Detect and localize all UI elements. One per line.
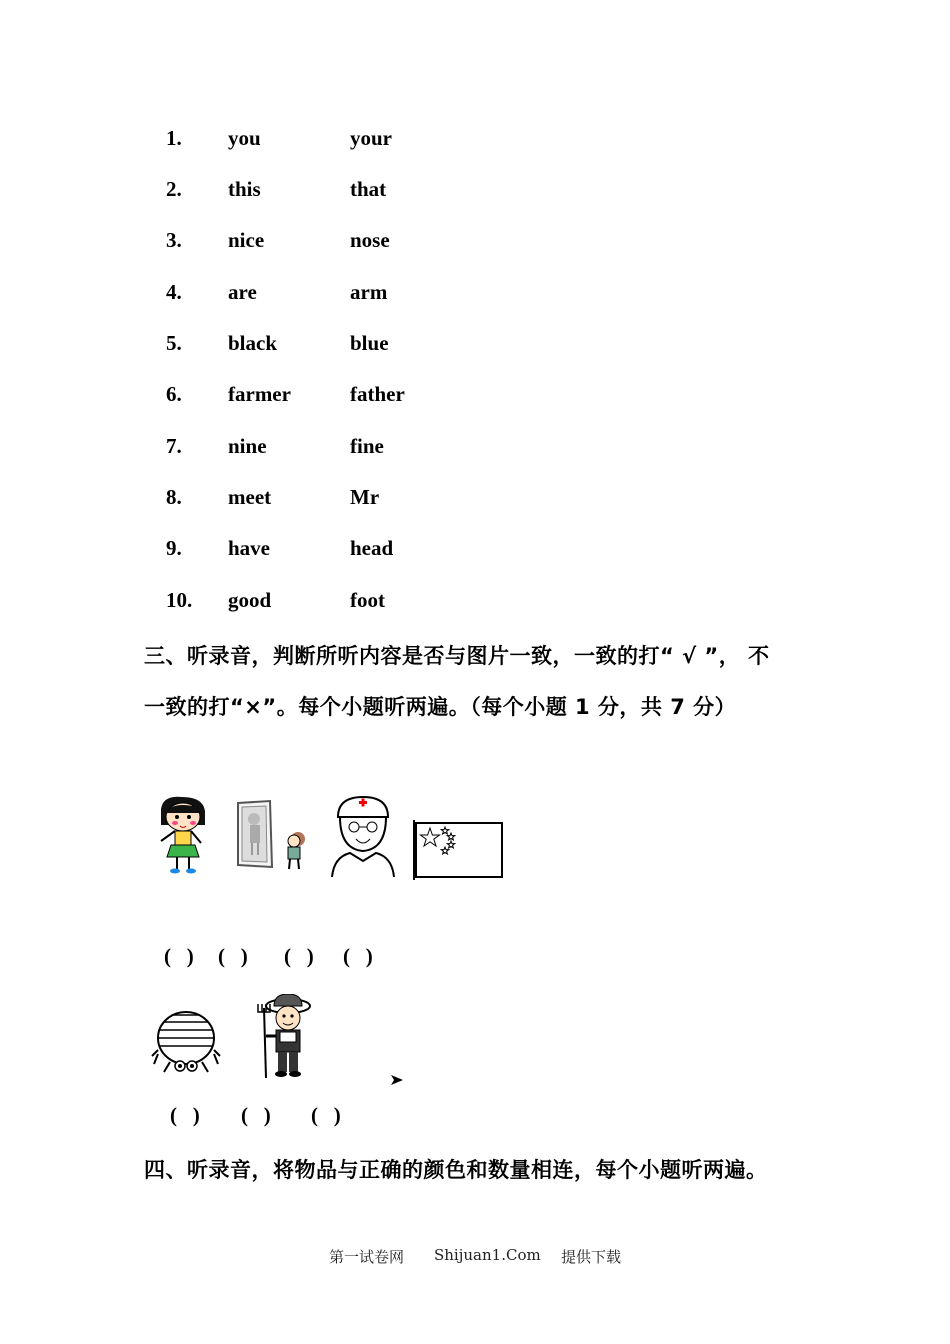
word-b: Mr bbox=[350, 485, 380, 509]
word-b: that bbox=[350, 177, 387, 201]
answer-blank: ( ) bbox=[164, 944, 194, 968]
item-number: 1. bbox=[166, 126, 182, 150]
section3-instruction-line1: 三、听录音，判断所听内容是否与图片一致，一致的打“ √ ”， 不 bbox=[144, 644, 770, 668]
item-number: 4. bbox=[166, 280, 182, 304]
girl-icon bbox=[153, 795, 211, 875]
item-number: 3. bbox=[166, 228, 182, 252]
item-number: 10. bbox=[166, 588, 193, 612]
mirror-icon bbox=[232, 799, 312, 871]
footer-site-name: 第一试卷网 bbox=[329, 1248, 405, 1266]
item-number: 6. bbox=[166, 382, 182, 406]
doctor-icon bbox=[330, 795, 396, 877]
item-number: 8. bbox=[166, 485, 182, 509]
word-b: fine bbox=[350, 434, 384, 458]
answer-blank: ( ) bbox=[311, 1103, 341, 1127]
item-number: 9. bbox=[166, 536, 182, 560]
farmer-icon bbox=[254, 994, 314, 1078]
word-b: head bbox=[350, 536, 394, 560]
arrow-icon bbox=[390, 1073, 404, 1087]
word-b: foot bbox=[350, 588, 385, 612]
answer-blank: ( ) bbox=[343, 944, 373, 968]
word-a: nine bbox=[228, 434, 267, 458]
section4-instruction: 四、听录音，将物品与正确的颜色和数量相连，每个小题听两遍。 bbox=[144, 1158, 768, 1182]
word-a: are bbox=[228, 280, 257, 304]
word-a: meet bbox=[228, 485, 272, 509]
word-a: have bbox=[228, 536, 270, 560]
insect-icon bbox=[150, 1006, 222, 1076]
china-flag-icon bbox=[410, 820, 504, 880]
item-number: 7. bbox=[166, 434, 182, 458]
word-b: your bbox=[350, 126, 392, 150]
word-a: you bbox=[228, 126, 261, 150]
word-a: good bbox=[228, 588, 272, 612]
word-a: nice bbox=[228, 228, 265, 252]
word-b: nose bbox=[350, 228, 390, 252]
section3-instruction-line2: 一致的打“×”。每个小题听两遍。（每个小题 1 分，共 7 分） bbox=[144, 695, 737, 719]
word-b: arm bbox=[350, 280, 388, 304]
item-number: 5. bbox=[166, 331, 182, 355]
answer-blank: ( ) bbox=[284, 944, 314, 968]
word-a: this bbox=[228, 177, 261, 201]
answer-blank: ( ) bbox=[241, 1103, 271, 1127]
answer-blank: ( ) bbox=[218, 944, 248, 968]
word-b: blue bbox=[350, 331, 389, 355]
word-a: farmer bbox=[228, 382, 291, 406]
item-number: 2. bbox=[166, 177, 182, 201]
answer-blank: ( ) bbox=[170, 1103, 200, 1127]
footer-download-text: 提供下载 bbox=[561, 1248, 622, 1266]
word-b: father bbox=[350, 382, 405, 406]
footer-site-url: Shijuan1.Com bbox=[434, 1246, 541, 1264]
word-a: black bbox=[228, 331, 278, 355]
